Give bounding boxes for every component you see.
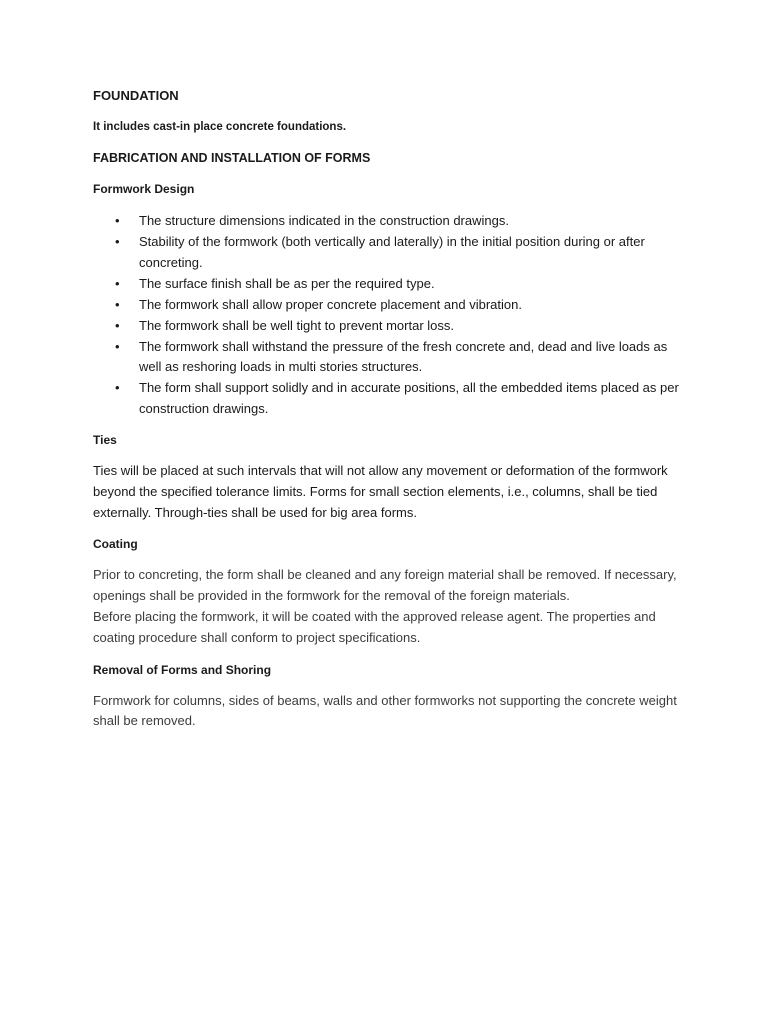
bullet-icon: • <box>115 380 120 395</box>
coating-paragraph-2: Before placing the formwork, it will be coated with the approved release agent. The properties and coating procedure shall conform to project specifications. <box>93 608 656 645</box>
list-item-text: The form shall support solidly and in accurate positions, all the embedded items placed as per construction drawings. <box>139 380 679 416</box>
list-item <box>93 295 683 316</box>
removal-heading: Removal of Forms and Shoring <box>93 662 272 677</box>
list-item-text: The formwork shall be well tight to prevent mortar loss. <box>139 317 455 333</box>
list-item-text: The surface finish shall be as per the required type. <box>139 275 435 291</box>
bullet-icon: • <box>115 234 120 249</box>
list-item-text: The formwork shall allow proper concrete placement and vibration. <box>139 296 522 312</box>
bullet-icon: • <box>115 275 120 291</box>
intro-text: It includes cast-in place concrete foundations. <box>93 121 347 133</box>
coating-heading: Coating <box>93 537 138 552</box>
list-item-text: The structure dimensions indicated in the construction drawings. <box>139 213 509 228</box>
bullet-icon: • <box>115 296 120 312</box>
document-title: FOUNDATION <box>93 88 179 103</box>
list-item <box>93 274 683 295</box>
section-heading: FABRICATION AND INSTALLATION OF FORMS <box>93 151 371 165</box>
bullet-icon: • <box>115 317 120 333</box>
coating-paragraph-1: Prior to concreting, the form shall be cleaned and any foreign material shall be removed. If necessary, openings shall be provided in the formwork for the removal of the foreign materials. <box>93 567 677 604</box>
ties-paragraph: Ties will be placed at such intervals that will not allow any movement or deformation of the formwork beyond the specified tolerance limits. Forms for small section elements, i.e., columns, shall be tied externally. Through-ties shall be used for big area forms. <box>93 463 668 520</box>
document-page <box>93 86 683 732</box>
list-item <box>93 337 683 378</box>
ties-heading: Ties <box>93 433 117 447</box>
bullet-icon: • <box>115 213 120 228</box>
formwork-design-heading: Formwork Design <box>93 182 195 196</box>
formwork-design-list <box>93 211 683 419</box>
list-item-text: The formwork shall withstand the pressure of the fresh concrete and, dead and live loads as well as reshoring loads in multi stories structures. <box>139 338 668 374</box>
bullet-icon: • <box>115 338 120 354</box>
removal-paragraph: Formwork for columns, sides of beams, walls and other formworks not supporting the concrete weight shall be removed. <box>93 692 677 729</box>
list-item-text: Stability of the formwork (both vertically and laterally) in the initial position during or after concreting. <box>139 234 645 270</box>
list-item <box>93 378 683 419</box>
list-item <box>93 232 683 273</box>
list-item <box>93 211 683 232</box>
list-item <box>93 316 683 337</box>
